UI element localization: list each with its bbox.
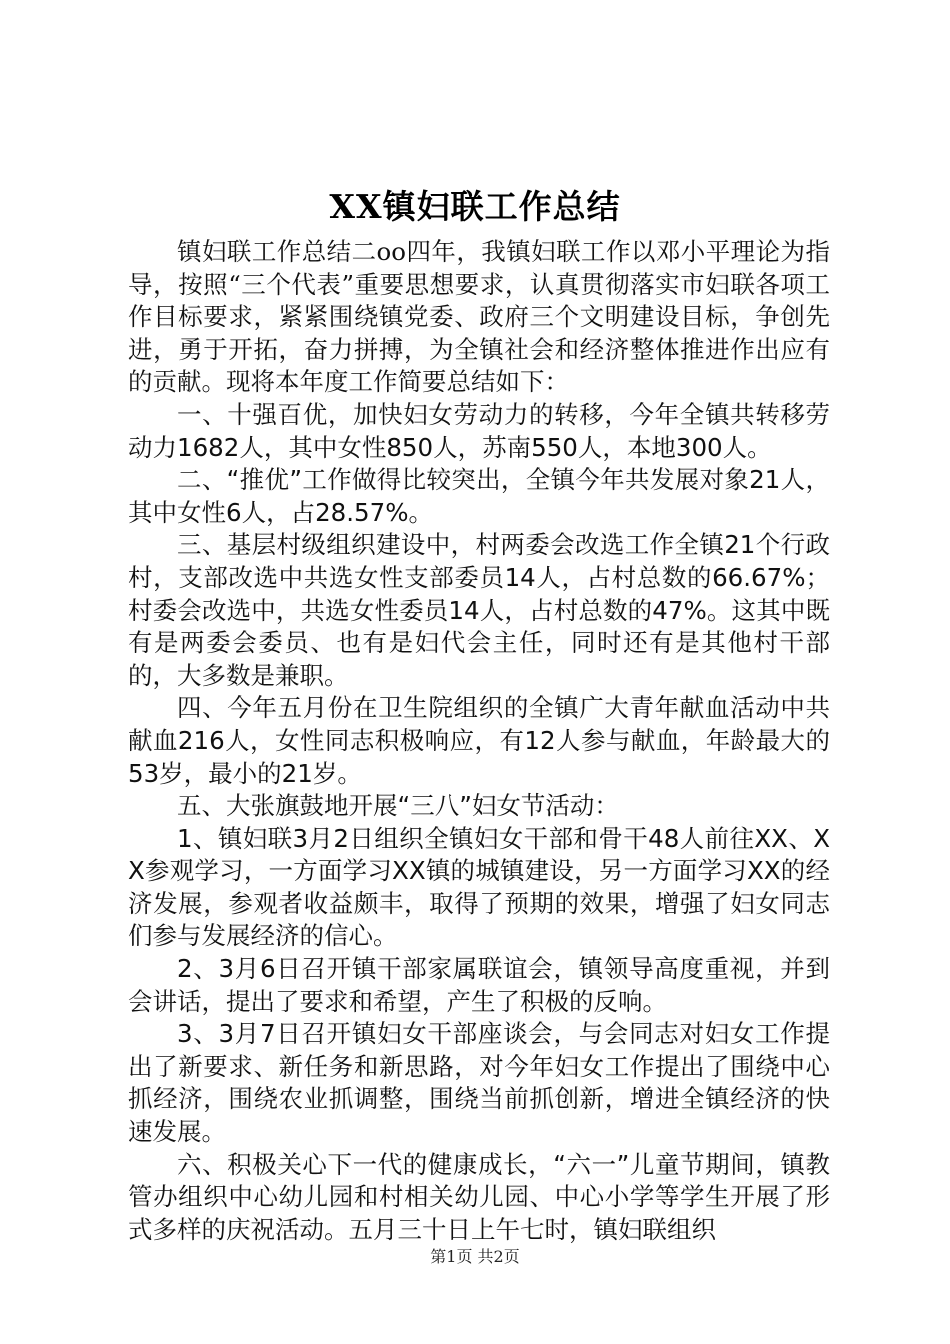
paragraph-item-3: 3、3月7日召开镇妇女干部座谈会，与会同志对妇女工作提出了新要求、新任务和新思路，对今年妇女工作提出了围绕中心抓经济，围绕农业抓调整，围绕当前抓创新，增进全镇经济的快速发展。: [128, 1019, 830, 1147]
paragraph-section-1: 一、十强百优，加快妇女劳动力的转移，今年全镇共转移劳动力1682人，其中女性850人，苏南550人，本地300人。: [128, 399, 830, 462]
paragraph-section-6: 六、积极关心下一代的健康成长，“六一”儿童节期间，镇教管办组织中心幼儿园和村相关幼儿园、中心小学等学生开展了形式多样的庆祝活动。五月三十日上午七时，镇妇联组织: [128, 1149, 830, 1244]
paragraph-intro: 镇妇联工作总结二oo四年，我镇妇联工作以邓小平理论为指导，按照“三个代表”重要思想要求，认真贯彻落实市妇联各项工作目标要求，紧紧围绕镇党委、政府三个文明建设目标，争创先进，勇于开拓，奋力拼搏，为全镇社会和经济整体推进作出应有的贡献。现将本年度工作简要总结如下：: [128, 237, 830, 397]
paragraph-section-5: 五、大张旗鼓地开展“三八”妇女节活动：: [177, 791, 619, 821]
paragraph-item-2: 2、3月6日召开镇干部家属联谊会，镇领导高度重视，并到会讲话，提出了要求和希望，产生了积极的反响。: [128, 954, 830, 1016]
paragraph-section-4: 四、今年五月份在卫生院组织的全镇广大青年献血活动中共献血216人，女性同志积极响应，有12人参与献血，年龄最大的53岁，最小的21岁。: [128, 693, 830, 788]
page-footer: 第1页 共2页: [430, 1247, 520, 1266]
paragraph-section-2: 二、“推优”工作做得比较突出，全镇今年共发展对象21人，其中女性6人，占28.57%。: [128, 465, 830, 527]
paragraph-section-3: 三、基层村级组织建设中，村两委会改选工作全镇21个行政村，支部改选中共选女性支部委员14人，占村总数的66.67%；村委会改选中，共选女性委员14人，占村总数的47%。这其中既有是两委会委员、也有是妇代会主任，同时还有是其他村干部的，大多数是兼职。: [128, 530, 830, 690]
document-title: XX镇妇联工作总结: [329, 187, 621, 226]
document-body: [128, 236, 830, 1246]
paragraph-item-1: 1、镇妇联3月2日组织全镇妇女干部和骨干48人前往XX、XX参观学习，一方面学习XX镇的城镇建设，另一方面学习XX的经济发展，参观者收益颇丰，取得了预期的效果，增强了妇女同志们参与发展经济的信心。: [128, 823, 830, 951]
